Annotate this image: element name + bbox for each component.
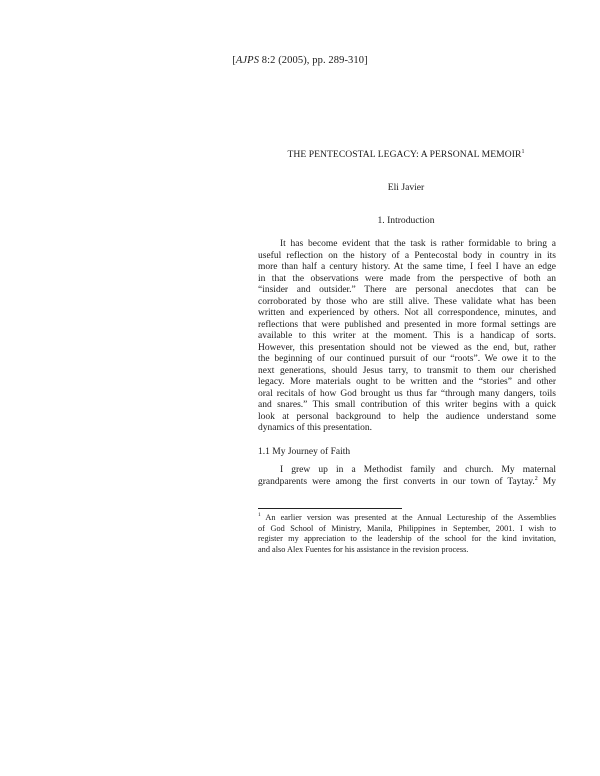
citation-open-bracket: [ bbox=[232, 55, 236, 66]
article-title bbox=[0, 149, 600, 160]
footnote-1 bbox=[258, 513, 556, 555]
paragraph-line: and snares.” This small contribution of this writer begins with a quick bbox=[258, 400, 556, 410]
journal-abbreviation: AJPS bbox=[235, 55, 260, 66]
paragraph-line: useful reflection on the history of a Pentecostal body in country in its bbox=[258, 250, 556, 261]
article-author: Eli Javier bbox=[387, 182, 425, 193]
paragraph-line: corroborated by those who are still alive. These validate what has been bbox=[258, 296, 556, 307]
footnote-line: and also Alex Fuentes for his assistance in the revision process. bbox=[258, 544, 469, 554]
footnote-number: 1 bbox=[258, 512, 261, 519]
footnote-separator bbox=[258, 508, 402, 509]
paragraph-line: next generations, should Jesus tarry, to transmit to them our cherished bbox=[258, 365, 556, 376]
paragraph-line-text: grandparents were among the first converts in our town of Taytay. bbox=[258, 476, 535, 487]
title-footnote-marker: 1 bbox=[521, 148, 525, 155]
paragraph-line: available to this writer at the moment. This is a handicap of sorts. bbox=[258, 331, 556, 341]
journey-paragraph bbox=[258, 465, 556, 488]
paragraph-line: It has become evident that the task is rather formidable to bring a bbox=[280, 239, 556, 249]
paragraph-line: However, this presentation should not be viewed as the end, but, rather bbox=[258, 342, 556, 353]
journal-citation bbox=[0, 55, 600, 66]
paragraph-line: I grew up in a Methodist family and church. My maternal bbox=[280, 465, 556, 475]
section-heading-introduction: 1. Introduction bbox=[377, 215, 435, 226]
subsection-heading-journey: 1.1 My Journey of Faith bbox=[258, 447, 351, 457]
paragraph-line: written and experienced by others. Not all correspondence, minutes, and bbox=[258, 308, 556, 318]
paragraph-line: look at personal background to help the audience understand some bbox=[258, 411, 556, 422]
introduction-paragraph bbox=[258, 239, 556, 435]
citation-volume-pages: 8:2 (2005), pp. 289-310] bbox=[259, 55, 368, 66]
paragraph-line: dynamics of this presentation. bbox=[258, 423, 372, 433]
paragraph-line bbox=[258, 477, 556, 489]
footnote-line-text: An earlier version was presented at the Annual Lectureship of the Assemblies bbox=[260, 513, 556, 522]
paragraph-line: legacy. More materials ought to be written and the “stories” and other bbox=[258, 377, 556, 387]
paragraph-line-tail: My bbox=[537, 476, 556, 487]
article-title-text: THE PENTECOSTAL LEGACY: A PERSONAL MEMOIR bbox=[287, 149, 522, 160]
paragraph-line: reflections that were published and presented in more formal settings are bbox=[258, 319, 556, 330]
paragraph-line: the beginning of our continued pursuit of our “roots”. We owe it to the bbox=[258, 354, 556, 364]
paragraph-line: more than half a century history. At the same time, I feel I have an edge bbox=[258, 262, 556, 272]
footnote-line: of God School of Ministry, Manila, Philippines in September, 2001. I wish to bbox=[258, 523, 556, 533]
paragraph-line: “insider and outsider.” There are personal anecdotes that can be bbox=[258, 285, 556, 295]
paragraph-line: in that the observations were made from the perspective of both an bbox=[258, 273, 556, 284]
footnote-marker-2: 2 bbox=[534, 475, 538, 482]
footnote-line: register my appreciation to the leadership of the school for the kind invitation, bbox=[258, 534, 556, 543]
paragraph-line: oral recitals of how God brought us thus far “through many dangers, toils bbox=[258, 388, 556, 399]
footnote-line bbox=[258, 513, 556, 524]
